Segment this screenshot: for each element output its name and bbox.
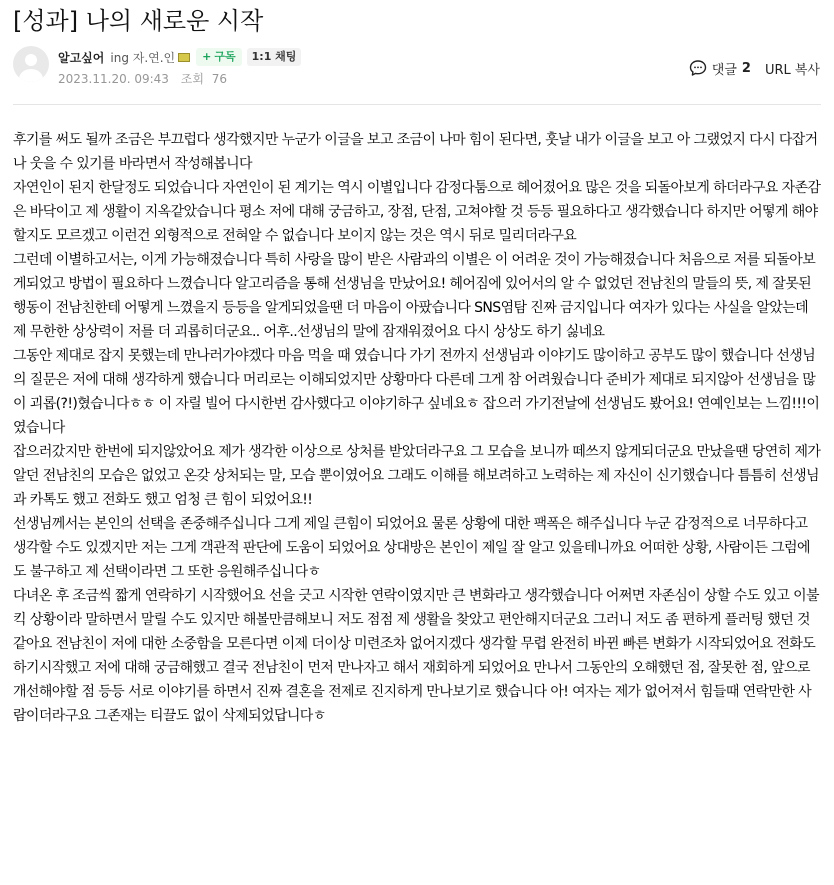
post-date: 2023.11.20. 09:43	[58, 72, 169, 86]
comment-button[interactable]	[689, 59, 751, 78]
grade-badge-icon	[178, 53, 190, 62]
views-label: 조회	[180, 72, 204, 86]
subscribe-button[interactable]	[196, 48, 241, 66]
content-paragraph: 다녀온 후 조금씩 짧게 연락하기 시작했어요 선을 긋고 시작한 연락이였지만 큰 변화라고 생각했습니다 어쩌면 자존심이 상할 수도 있고 이불킥 상황이라 말하면서 말릴 수도 있지만 해볼만큼해보니 저도 점점 제 생활을 찾았고 편안해지더군요 그러니 저도 좀 편하게 플러팅 했던 것 같아요 전남친이 저에 대한 소중함을 모른다면 이제 더이상 미련조차 없어지겠다 생각할 무렵 완전히 바뀐 빠른 변화가 시작되었어요 전화도 하기시작했고 저에 대해 궁금해했고 결국 전남친이 먼저 만나자고 해서 재회하게 되었어요 만나서 그동안의 오해했던 점, 잘못한 점, 앞으로 개선해야할 점 등등 서로 이야기를 하면서 진짜 결혼을 전제로 진지하게 만나보기로 했습니다 아! 여자는 제가 없어져서 힘들때 연락만한 사람이더라구요 그존재는 티끌도 없이 삭제되었답니다ㅎ	[13, 588, 819, 724]
post-meta	[58, 70, 227, 87]
author-row	[58, 48, 301, 66]
avatar-head-shape	[25, 54, 37, 66]
post-title: [성과] 나의 새로운 시작	[13, 7, 264, 35]
chat-button[interactable]: 1:1 채팅	[247, 48, 302, 66]
subscribe-label: 구독	[214, 50, 236, 63]
content-paragraph: 자연인이 된지 한달정도 되었습니다 자연인이 된 계기는 역시 이별입니다 감정다툼으로 헤어졌어요 많은 것을 되돌아보게 하더라구요 자존감은 바닥이고 제 생활이 지옥같았습니다 평소 저에 대해 궁금하고, 장점, 단점, 고쳐야할 것 등등 필요하다고 생각했습니다 하지만 어떻게 해야할지도 모르겠고 이런건 외형적으로 전혀알 수 없습니다 보이지 않는 것은 역시 뒤로 밀리더라구요	[13, 180, 821, 244]
header-divider	[13, 104, 821, 105]
content-paragraph: 선생님께서는 본인의 선택을 존중해주십니다 그게 제일 큰힘이 되었어요 물론 상황에 대한 팩폭은 해주십니다 누군 감정적으로 너무하다고 생각할 수도 있겠지만 저는 그게 객관적 판단에 도움이 되었어요 상대방은 본인이 제일 잘 알고 있을테니까요 어떠한 상황, 사람이든 그럼에도 불구하고 제 선택이라면 그 또한 응원해주십니다ㅎ	[13, 516, 810, 580]
content-paragraph: 잡으러갔지만 한번에 되지않았어요 제가 생각한 이상으로 상처를 받았더라구요 그 모습을 보니까 떼쓰지 않게되더군요 만났을땐 당연히 제가 알던 전남친의 모습은 없었고 온갖 상처되는 말, 모습 뿐이였어요 그래도 이해를 해보려하고 노력하는 제 자신이 신기했습니다 틈틈히 선생님과 카톡도 했고 전화도 했고 엄청 큰 힘이 되었어요!!	[13, 444, 821, 508]
content-paragraph: 그동안 제대로 잡지 못했는데 만나러가야겠다 마음 먹을 때 였습니다 가기 전까지 선생님과 이야기도 많이하고 공부도 많이 했습니다 선생님의 질문은 저에 대해 생각하게 했습니다 머리로는 이해되었지만 상황마다 다른데 그게 참 어려웠습니다 준비가 제대로 되지않아 선생님을 많이 괴롭(?!)혔습니다ㅎㅎ 이 자릴 빌어 다시한번 감사했다고 이야기하구 싶네요ㅎ 잡으러 가기전날에 선생님도 봤어요! 연예인보는 느낌!!!이였습니다	[13, 348, 820, 436]
author-nickname[interactable]: 알고싶어	[58, 50, 105, 65]
comment-count: 2	[741, 60, 751, 76]
views-count: 76	[211, 72, 228, 86]
comment-bubble-icon	[689, 59, 707, 77]
url-copy-button[interactable]: URL 복사	[764, 62, 820, 78]
comment-label: 댓글	[711, 62, 737, 78]
member-grade: ing 자.연.인	[110, 50, 176, 65]
content-paragraph: 후기를 써도 될까 조금은 부끄럽다 생각했지만 누군가 이글을 보고 조금이 나마 힘이 된다면, 훗날 내가 이글을 보고 아 그랬었지 다시 다잡거나 웃을 수 있기를 바라면서 작성해봅니다	[13, 132, 818, 172]
content-paragraph: 그런데 이별하고서는, 이게 가능해졌습니다 특히 사랑을 많이 받은 사람과의 이별은 이 어려운 것이 가능해졌습니다 처음으로 저를 되돌아보게되었고 방법이 필요하다 느꼈습니다 알고리즘을 통해 선생님을 만났어요! 헤어짐에 있어서의 알 수 없었던 전남친의 말들의 뜻, 제 잘못된 행동이 전남친한테 어떻게 느꼈을지 등등을 알게되었을땐 더 마음이 아팠습니다 SNS염탐 진짜 금지입니다 여자가 있다는 사실을 알았는데 제 무한한 상상력이 저를 더 괴롭히더군요.. 어후..선생님의 말에 잠재워졌어요 다시 상상도 하기 싫네요	[13, 252, 816, 340]
post-tools	[689, 58, 820, 78]
plus-icon: +	[202, 50, 212, 63]
avatar[interactable]	[13, 46, 49, 82]
post-content	[13, 128, 821, 728]
avatar-body-shape	[19, 69, 43, 82]
